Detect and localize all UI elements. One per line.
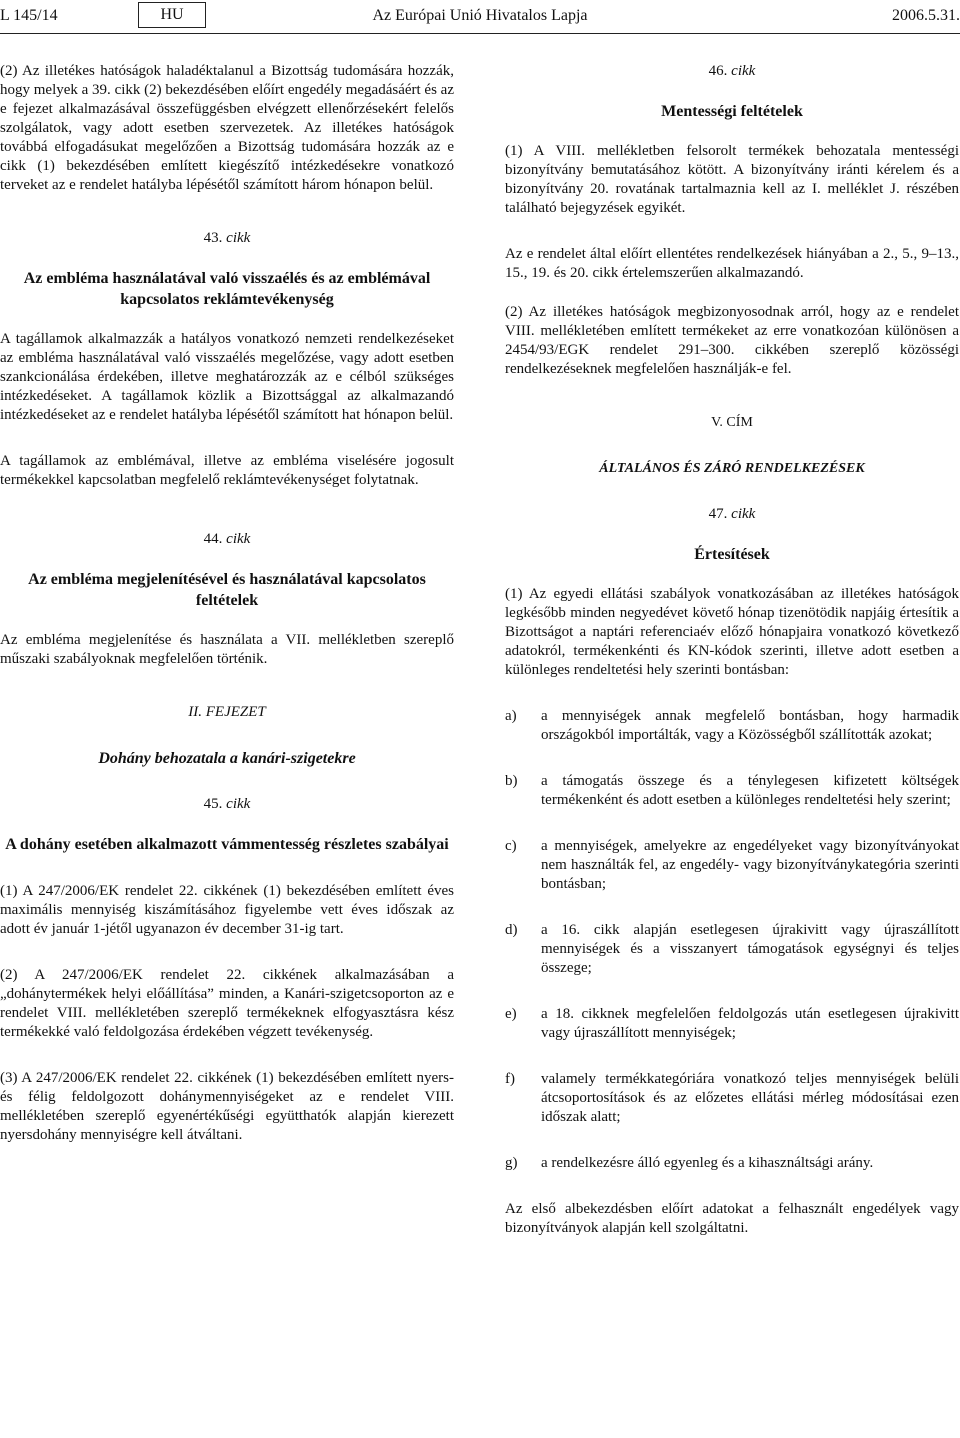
list-item: c) a mennyiségek, amelyekre az engedélyeket vagy bizonyítványokat nem használták fel, az engedély- vagy bizonyítványkategória szerinti bontásban;	[505, 838, 959, 892]
paragraph: A tagállamok alkalmazzák a hatályos vonatkozó nemzeti rendelkezéseket az embléma használatával való visszaélés megelőzése, vagy adott esetben szankcionálása érdekében, illetve meghatározzák az e célból szükséges intézkedéseket. A tagállamok közlik a Bizottsággal az alkalmazandó intézkedéseket az e rendelet hatályba lépésétől számított hat hónapon belül.	[0, 331, 454, 423]
paragraph: (1) A VIII. mellékletben felsorolt termékek behozatala mentességi bizonyítvány bemutatásához kötött. A bizonyítvány iránti kérelem és a bizonyítvány 20. rovatának tartalmaznia kell az I. melléklet J. részében található bejegyzések egyikét.	[505, 143, 959, 216]
paragraph: Az embléma megjelenítése és használata a VII. mellékletben szereplő műszaki szabályoknak megfelelően történik.	[0, 632, 454, 667]
chapter-number: II. FEJEZET	[188, 704, 266, 720]
paragraph: (1) A 247/2006/EK rendelet 22. cikkének (1) bekezdésében említett éves maximális mennyiség kiszámításához figyelembe vett éves időszak az adott év január 1-jétől ugyanazon év december 31-ig tart.	[0, 883, 454, 937]
journal-title: Az Európai Unió Hivatalos Lapja	[372, 7, 588, 24]
paragraph: A tagállamok az emblémával, illetve az embléma viselésére jogosult termékekkel kapcsolatban megfelelő reklámtevékenységet folytatnak.	[0, 453, 454, 488]
article-number: 45. cikk	[203, 796, 251, 812]
chapter-title: Dohány behozatala a kanári-szigetekre	[98, 750, 356, 767]
list-item: b) a támogatás összege és a ténylegesen kifizetett költségek termékenként és adott esetben a különleges rendeltetési hely szerint;	[505, 773, 959, 808]
title-number: V. CÍM	[711, 415, 753, 430]
language-box: HU	[138, 2, 206, 28]
list-item: a) a mennyiségek annak megfelelő bontásban, hogy harmadik országokból importálták, vagy a Közösségből szállították azokat;	[505, 708, 959, 743]
right-column	[505, 62, 959, 1238]
article-title: Értesítések	[694, 546, 770, 563]
paragraph: Az e rendelet által előírt ellentétes rendelkezések hiányában a 2., 5., 9–13., 15., 19. és 20. cikk értelemszerűen alkalmazandó.	[505, 246, 959, 281]
list-item: d) a 16. cikk alapján esetlegesen újrakivitt vagy újraszállított mennyiségek és a visszanyert támogatások egységnyi és teljes összege;	[505, 922, 959, 976]
page-number: L 145/14	[0, 7, 58, 24]
paragraph: Az első albekezdésben előírt adatokat a felhasznált engedélyek vagy bizonyítványok alapján kell szolgáltatni.	[505, 1201, 959, 1236]
left-column	[0, 62, 454, 1145]
article-title: A dohány esetében alkalmazott vámmentesség részletes szabályai	[5, 836, 449, 853]
list-item: f) valamely termékkategóriára vonatkozó teljes mennyiségek belüli átcsoportosítások és az előzetes ellátási mérleg módosításai ezen időszak alatt;	[505, 1071, 959, 1125]
article-number: 43. cikk	[203, 230, 251, 246]
list-item: e) a 18. cikknek megfelelően feldolgozás után esetlegesen újrakivitt vagy újraszállított mennyiségek;	[505, 1006, 959, 1041]
article-title: Az embléma használatával való visszaélés és az emblémával kapcsolatos reklámtevékenység	[23, 270, 431, 308]
publication-date: 2006.5.31.	[892, 7, 960, 24]
list-item: g) a rendelkezésre álló egyenleg és a kihasználtsági arány.	[505, 1155, 874, 1171]
article-number: 46. cikk	[708, 63, 756, 79]
paragraph: (2) Az illetékes hatóságok megbizonyosodnak arról, hogy az e rendelet VIII. mellékletében említett termékeket az erre vonatkozóan különösen a 2454/93/EGK rendelet 291–300. cikkében szereplő közösségi rendelkezéseknek megfelelően használják-e fel.	[505, 304, 959, 377]
article-title: Az embléma megjelenítésével és használatával kapcsolatos feltételek	[28, 571, 426, 609]
paragraph: (1) Az egyedi ellátási szabályok vonatkozásában az illetékes hatóságok legkésőbb minden negyedévet követő hónap tizenötödik napjáig értesítik a Bizottságot a naptári referenciaév előző hónapjaira vonatkozó következő adatokról, termékenkénti és KN-kódok szerinti, illetve adott esetben a különleges rendeltetési hely szerinti bontásban:	[505, 586, 959, 678]
article-number: 47. cikk	[708, 506, 756, 522]
article-number: 44. cikk	[203, 531, 251, 547]
paragraph: (2) A 247/2006/EK rendelet 22. cikkének alkalmazásában a „dohánytermékek helyi előállítása” minden, a Kanári-szigetcsoporton az e rendelet VIII. mellékletében szereplő termékeknek elfogyasztásra kész termékekké való feldolgozása érdekében végzett tevékenység.	[0, 967, 454, 1040]
title-name: ÁLTALÁNOS ÉS ZÁRÓ RENDELKEZÉSEK	[599, 461, 865, 476]
paragraph: (3) A 247/2006/EK rendelet 22. cikkének (1) bekezdésében említett nyers- és félig feldolgozott dohánymennyiségeket az e rendelet VIII. mellékletében szereplő egyenértékűségi együtthatók alapján kierezett nyersdohány mennyiségre kell átváltani.	[0, 1070, 454, 1143]
page-header	[0, 0, 960, 34]
paragraph: (2) Az illetékes hatóságok haladéktalanul a Bizottság tudomására hozzák, hogy melyek a 39. cikk (2) bekezdésében előírt engedély megadásáért és az e fejezet alkalmazásával összefüggésben elvégzett ellenőrzésekért felelős szolgálatok, vagy adott esetben szervezetek. Az illetékes hatóságok továbbá elfogadásukat megelőzően a Bizottság tudomására hozzák az e cikk (1) bekezdésében említett kiegészítő intézkedésekre vonatkozó terveket az e rendelet hatályba lépésétől számított három hónapon belül.	[0, 63, 454, 193]
article-title: Mentességi feltételek	[661, 103, 803, 120]
enumeration-list	[505, 707, 959, 1173]
